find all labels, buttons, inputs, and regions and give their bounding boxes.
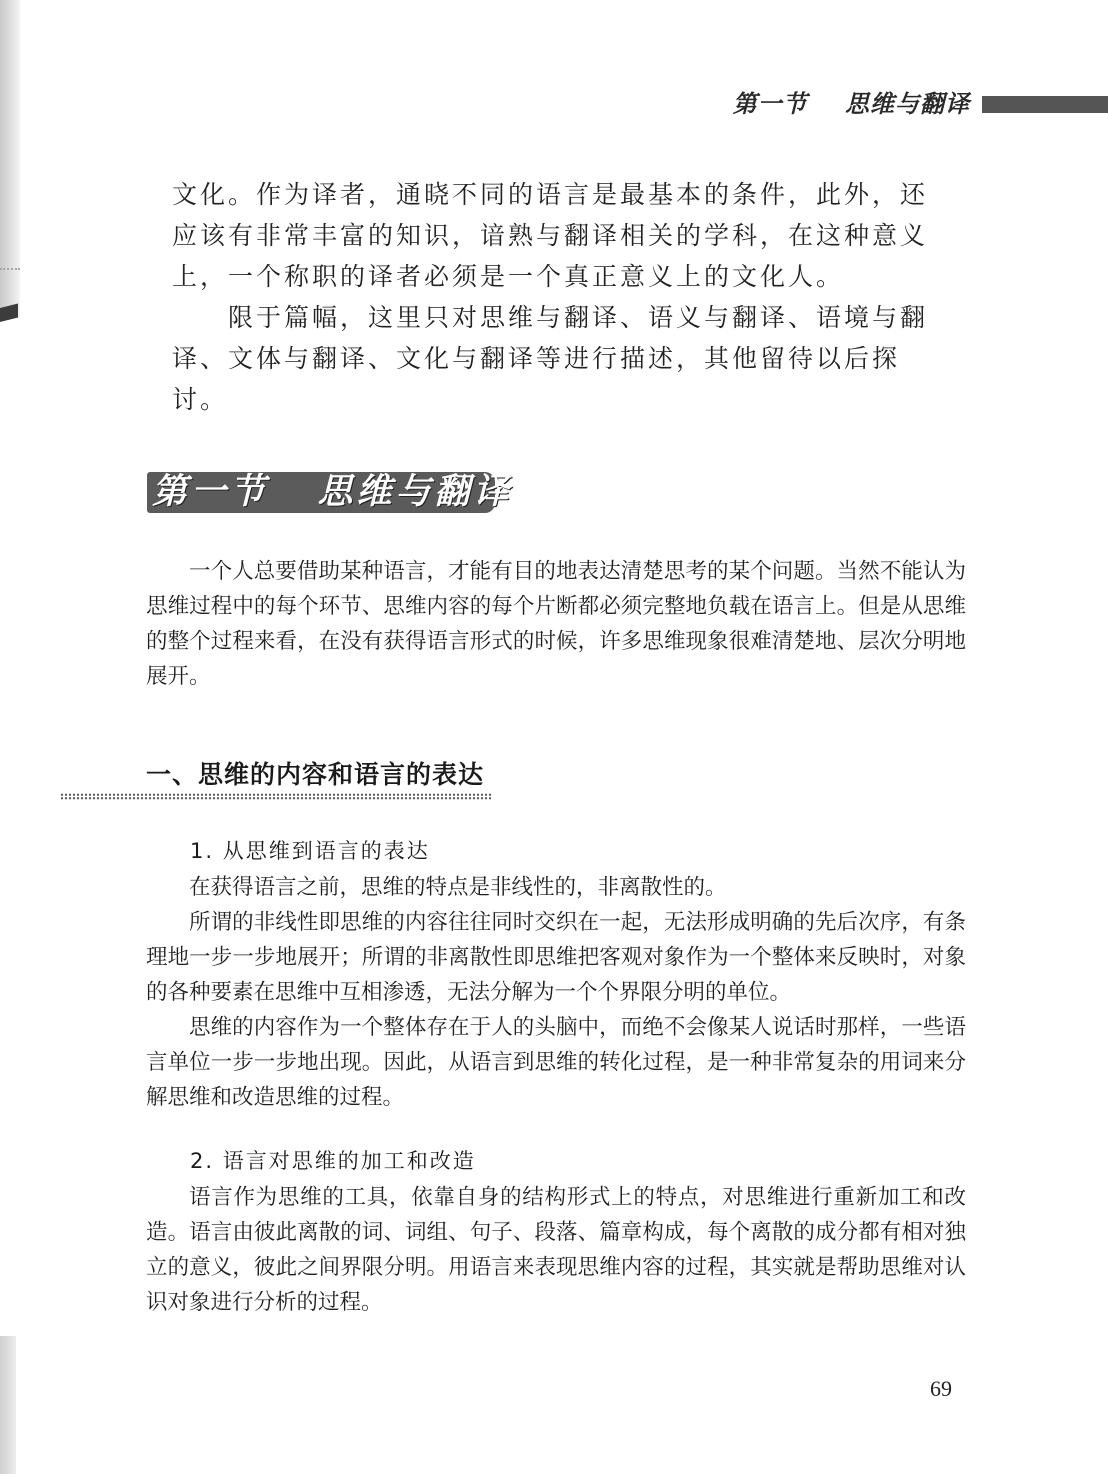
point-1-body [146,870,966,1115]
point-1-paragraph-3: 思维的内容作为一个整体存在于人的头脑中，而绝不会像某人说话时那样，一些语言单位一步一步地出现。因此，从语言到思维的转化过程，是一种非常复杂的用词来分解思维和改造思维的过程。 [146,1015,966,1110]
intro-paragraph-1: 文化。作为译者，通晓不同的语言是最基本的条件，此外，还应该有非常丰富的知识，谙熟与翻译相关的学科，在这种意义上，一个称职的译者必须是一个真正意义上的文化人。 [172,180,929,291]
section-paragraph: 一个人总要借助某种语言，才能有目的地表达清楚思考的某个问题。当然不能认为思维过程中的每个环节、思维内容的每个片断都必须完整地负载在语言上。但是从思维的整个过程来看，在没有获得语言形式的时候，许多思维现象很难清楚地、层次分明地展开。 [146,559,966,689]
point-1-title: 1. 从思维到语言的表达 [190,839,430,863]
page-edge-shadow-top [0,0,20,318]
page-edge-tab [0,304,18,322]
section-title: 第一节 思维与翻译 [152,471,513,512]
page-number: 69 [930,1376,952,1401]
point-2-paragraph-1: 语言作为思维的工具，依靠自身的结构形式上的特点，对思维进行重新加工和改造。语言由彼此离散的词、词组、句子、段落、篇章构成，每个离散的成分都有相对独立的意义，彼此之间界限分明。用语言来表现思维内容的过程，其实就是帮助思维对认识对象进行分析的过程。 [146,1185,966,1315]
subsection-title: 一、思维的内容和语言的表达 [146,760,485,789]
running-head-bar [982,96,1108,113]
intro-text [172,174,952,420]
page-edge-shadow-bottom [0,1336,16,1474]
point-2-body [146,1180,966,1320]
page-edge-dots [0,268,20,270]
subsection-dotted-rule [60,793,492,800]
point-1-paragraph-1: 在获得语言之前，思维的特点是非线性的，非离散性的。 [189,875,727,900]
running-head: 第一节 思维与翻译 [732,89,970,118]
point-1-paragraph-2: 所谓的非线性即思维的内容往往同时交织在一起，无法形成明确的先后次序，有条理地一步一步地展开；所谓的非离散性即思维把客观对象作为一个整体来反映时，对象的各种要素在思维中互相渗透，无法分解为一个个界限分明的单位。 [146,910,966,1005]
section-intro [146,554,966,694]
intro-paragraph-2: 限于篇幅，这里只对思维与翻译、语义与翻译、语境与翻译、文体与翻译、文化与翻译等进行描述，其他留待以后探讨。 [172,303,929,414]
point-2-title: 2. 语言对思维的加工和改造 [190,1149,476,1173]
